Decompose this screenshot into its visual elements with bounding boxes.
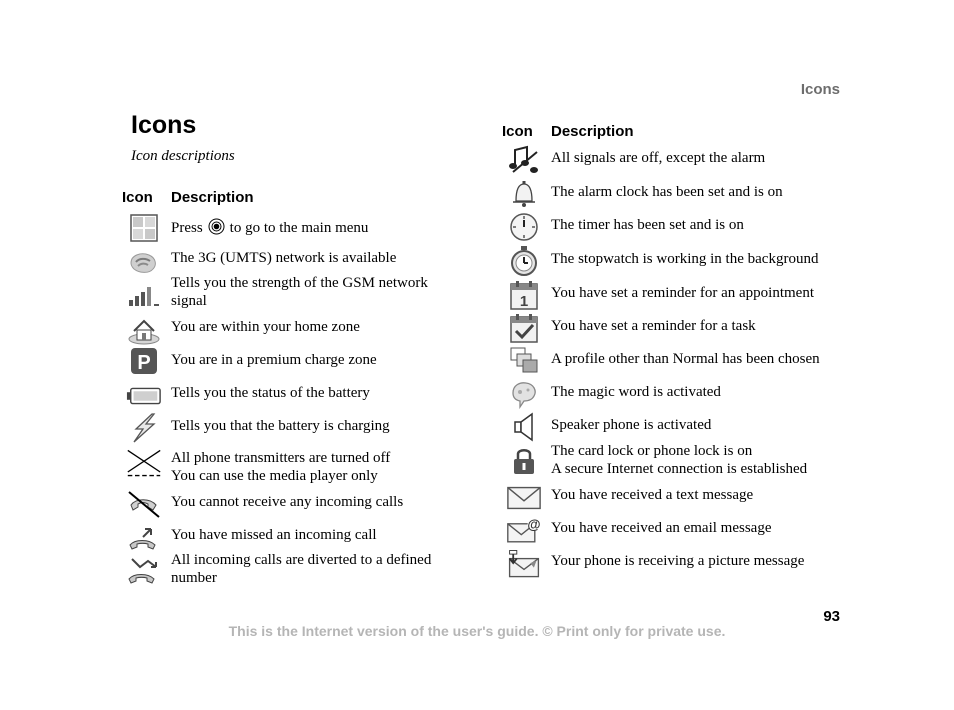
row-text: You are within your home zone	[171, 319, 360, 335]
signal-strength-icon	[126, 280, 162, 310]
row-text-line-2: signal	[171, 293, 207, 309]
picture-message-icon	[506, 549, 542, 579]
page-title: Icons	[131, 111, 197, 139]
row-text-line-1: All incoming calls are diverted to a defined	[171, 552, 432, 568]
row-text: You cannot receive any incoming calls	[171, 494, 404, 510]
svg-text:1: 1	[519, 293, 529, 310]
icon-column-header: Icon	[502, 123, 533, 140]
row-text: The magic word is activated	[551, 384, 721, 400]
svg-text:P: P	[137, 352, 151, 374]
alarm-only-icon	[506, 145, 542, 175]
magic-word-icon	[506, 380, 542, 410]
icon-column-header: Icon	[122, 189, 153, 206]
description-column-header: Description	[171, 189, 254, 206]
left-table-header	[0, 189, 954, 209]
row-text: You have set a reminder for an appointment	[551, 285, 814, 301]
row-text-line-1: The card lock or phone lock is on	[551, 443, 753, 459]
row-text-line-2: You can use the media player only	[171, 468, 378, 484]
stopwatch-icon	[506, 246, 542, 276]
row-text: You have received a text message	[551, 487, 754, 503]
row-text: The alarm clock has been set and is on	[551, 184, 783, 200]
battery-icon	[126, 381, 162, 411]
battery-charging-icon	[126, 413, 162, 443]
page-subtitle: Icon descriptions	[131, 148, 235, 164]
row-text-before: Press	[171, 220, 203, 236]
row-text: The 3G (UMTS) network is available	[171, 250, 397, 266]
appointment-reminder-icon	[506, 280, 542, 310]
row-text-line-2: A secure Internet connection is established	[551, 461, 808, 477]
running-header: Icons	[800, 81, 840, 98]
row-text: Tells you the status of the battery	[171, 385, 370, 401]
missed-call-icon	[126, 522, 162, 552]
row-text: The stopwatch is working in the background	[551, 251, 819, 267]
call-divert-icon	[126, 556, 162, 586]
row-text: Tells you that the battery is charging	[171, 418, 390, 434]
navigation-key-icon	[208, 218, 225, 240]
row-text: You have received an email message	[551, 520, 772, 536]
row-text-line-1: Tells you the strength of the GSM network	[171, 275, 428, 291]
task-reminder-icon	[506, 313, 542, 343]
text-message-icon	[506, 483, 542, 513]
row-text: Your phone is receiving a picture message	[551, 553, 805, 569]
menu-grid-icon	[126, 213, 162, 243]
row-text: The timer has been set and is on	[551, 217, 744, 233]
flight-mode-icon	[126, 448, 162, 478]
email-message-icon	[506, 516, 542, 546]
row-text-line-1: All phone transmitters are turned off	[171, 450, 391, 466]
lock-icon	[506, 446, 542, 476]
home-zone-icon	[126, 315, 162, 345]
alarm-clock-icon	[506, 179, 542, 209]
footer-note: This is the Internet version of the user's guide. © Print only for private use.	[228, 623, 726, 639]
row-text: You have missed an incoming call	[171, 527, 377, 543]
svg-text:@: @	[527, 517, 541, 533]
row-text: A profile other than Normal has been chosen	[551, 351, 820, 367]
row-text: Speaker phone is activated	[551, 417, 712, 433]
row-text: All signals are off, except the alarm	[551, 150, 766, 166]
row-text: You are in a premium charge zone	[171, 352, 377, 368]
row-text-after: to go to the main menu	[229, 220, 369, 236]
premium-zone-icon	[126, 346, 162, 376]
3g-network-icon	[126, 247, 162, 277]
page-number: 93	[823, 608, 840, 625]
calls-blocked-icon	[126, 489, 162, 519]
profile-icon	[506, 346, 542, 376]
row-text-line-2: number	[171, 570, 217, 586]
description-column-header: Description	[551, 123, 634, 140]
speaker-phone-icon	[506, 412, 542, 442]
row-text: You have set a reminder for a task	[551, 318, 756, 334]
right-table-header	[0, 123, 954, 143]
timer-icon	[506, 212, 542, 242]
